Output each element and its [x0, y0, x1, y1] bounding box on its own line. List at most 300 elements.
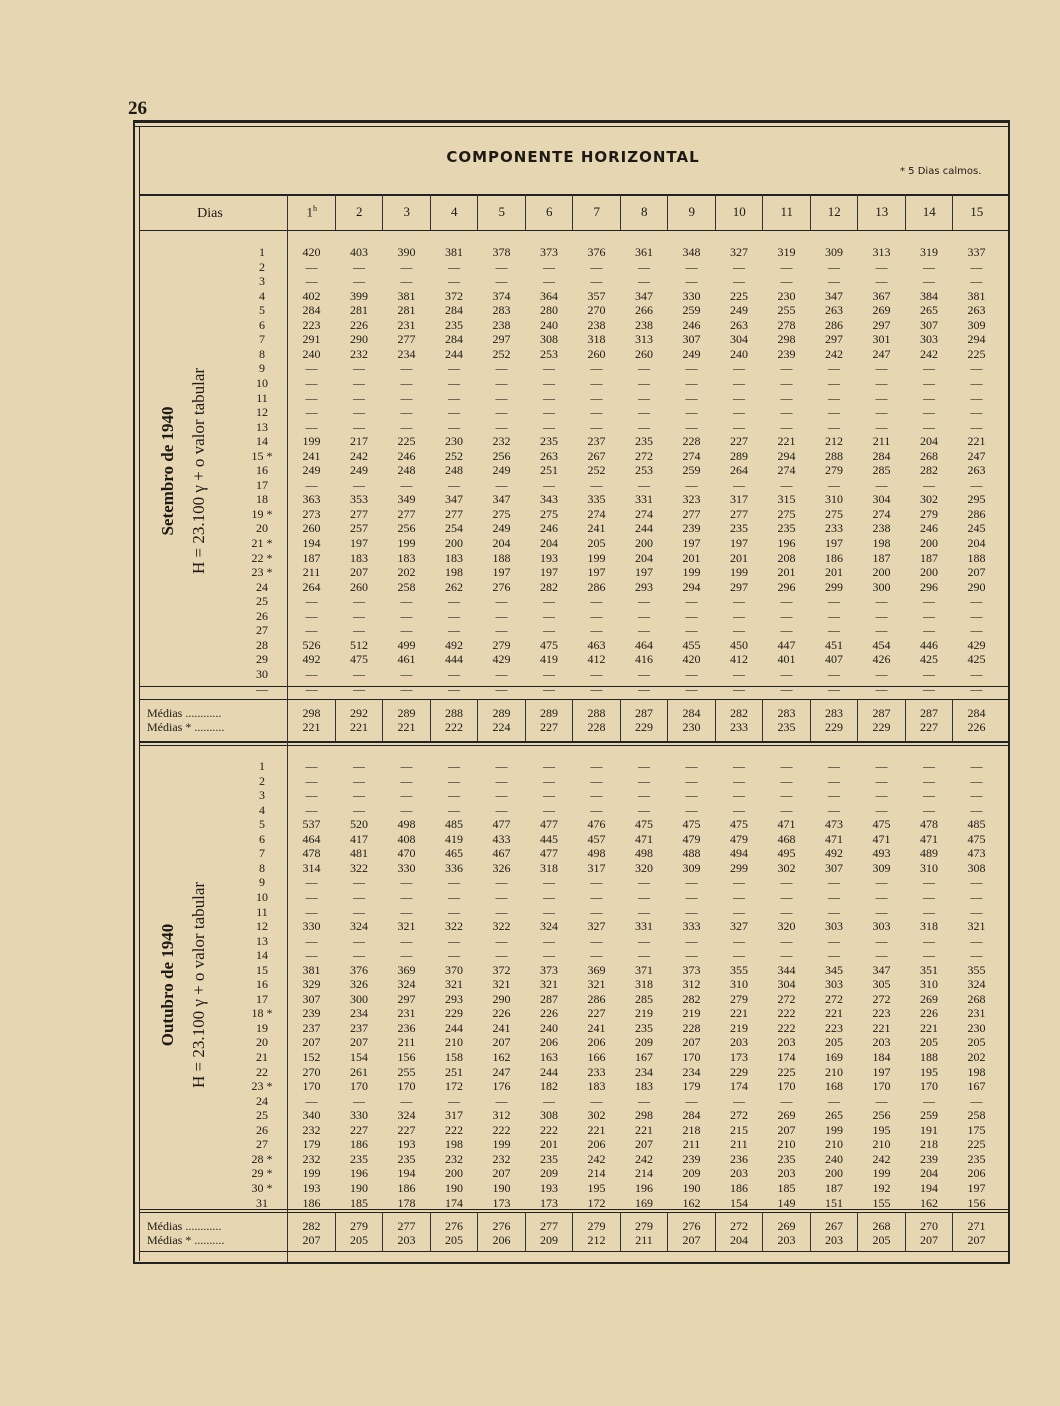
- table-cell: —: [353, 773, 365, 788]
- table-cell: 312: [492, 1108, 511, 1123]
- table-cell: —: [590, 623, 603, 638]
- table-cell: 205: [587, 536, 606, 550]
- table-cell: 234: [682, 1064, 701, 1079]
- table-cell: 240: [825, 1151, 843, 1166]
- table-cell: 223: [872, 1006, 891, 1021]
- table-cell: —: [305, 375, 318, 390]
- table-cell: 370: [445, 962, 463, 977]
- table-cell: —: [923, 875, 935, 890]
- table-cell: 303: [872, 919, 891, 934]
- table-cell: —: [780, 623, 793, 638]
- table-cell: —: [400, 390, 413, 405]
- table-cell: 298: [777, 332, 796, 347]
- table-cell: 471: [872, 831, 891, 846]
- table-cell: 376: [350, 962, 368, 977]
- table-cell: 249: [350, 463, 368, 478]
- table-cell: 156: [397, 1050, 416, 1064]
- mean-cell: 288: [445, 706, 463, 720]
- table-cell: 246: [397, 448, 416, 463]
- table-cell: 265: [825, 1108, 843, 1123]
- table-cell: 281: [397, 303, 416, 318]
- mean-cell: 283: [825, 706, 843, 720]
- table-cell: 372: [445, 288, 463, 303]
- table-cell: 207: [967, 565, 986, 580]
- table-cell: —: [400, 875, 413, 890]
- table-cell: 265: [920, 303, 938, 318]
- table-cell: —: [970, 788, 983, 803]
- table-cell: 235: [635, 1020, 653, 1035]
- table-cell: —: [590, 875, 603, 890]
- table-cell: —: [638, 773, 650, 788]
- table-cell: 191: [920, 1122, 938, 1137]
- table-cell: —: [733, 1093, 745, 1108]
- table-cell: —: [780, 419, 793, 434]
- table-cell: 232: [302, 1151, 321, 1166]
- table-cell: —: [875, 375, 888, 390]
- table-cell: —: [495, 375, 508, 390]
- table-cell: —: [733, 608, 745, 623]
- mean-star-cell: 207: [920, 1233, 938, 1247]
- table-cell: 471: [635, 831, 653, 846]
- mean-star-cell: 221: [302, 720, 321, 734]
- table-cell: —: [590, 375, 603, 390]
- table-cell: 240: [730, 346, 748, 361]
- table-cell: —: [780, 875, 793, 890]
- table-cell: 426: [872, 652, 891, 667]
- table-cell: —: [543, 623, 555, 638]
- table-cell: —: [495, 608, 508, 623]
- table-cell: —: [685, 361, 698, 376]
- table-cell: —: [305, 608, 318, 623]
- table-cell: —: [543, 361, 555, 376]
- table-cell: —: [780, 594, 793, 609]
- table-cell: 272: [635, 448, 653, 463]
- table-cell: 526: [302, 637, 321, 652]
- table-cell: 321: [587, 977, 606, 992]
- table-cell: 242: [350, 448, 368, 463]
- table-cell: 329: [302, 977, 321, 992]
- table-cell: —: [495, 681, 508, 696]
- table-cell: —: [875, 594, 888, 609]
- table-cell: —: [733, 419, 745, 434]
- table-cell: —: [400, 904, 413, 919]
- table-cell: —: [685, 948, 698, 963]
- table-cell: —: [400, 802, 413, 817]
- table-cell: 193: [302, 1180, 321, 1195]
- day-label: 20: [256, 1035, 268, 1050]
- table-cell: —: [733, 788, 745, 803]
- day-label: 5: [259, 303, 265, 318]
- table-cell: —: [543, 594, 555, 609]
- table-cell: 274: [635, 506, 653, 521]
- table-cell: —: [495, 1093, 508, 1108]
- table-cell: 195: [587, 1180, 606, 1195]
- table-cell: —: [638, 608, 650, 623]
- table-cell: 204: [635, 550, 653, 565]
- table-cell: —: [495, 933, 508, 948]
- table-cell: —: [685, 773, 698, 788]
- hour-header: 8: [641, 204, 648, 219]
- table-cell: —: [923, 681, 935, 696]
- table-cell: 237: [587, 434, 606, 449]
- table-cell: 327: [587, 919, 606, 934]
- table-cell: 211: [872, 434, 891, 449]
- table-cell: 318: [635, 977, 653, 992]
- table-cell: —: [685, 419, 698, 434]
- table-cell: 234: [635, 1064, 653, 1079]
- table-cell: 468: [777, 831, 796, 846]
- table-cell: —: [685, 375, 698, 390]
- table-cell: 234: [350, 1006, 368, 1021]
- table-cell: —: [400, 361, 413, 376]
- table-cell: 294: [682, 579, 701, 594]
- table-cell: 499: [397, 637, 416, 652]
- table-cell: 225: [397, 434, 416, 449]
- table-cell: 467: [492, 846, 511, 861]
- mean-cell: 289: [397, 706, 416, 720]
- day-label: 15 *: [251, 448, 273, 463]
- mean-star-cell: 229: [872, 720, 891, 734]
- table-cell: 347: [492, 492, 511, 507]
- table-cell: —: [448, 375, 460, 390]
- table-cell: —: [495, 259, 508, 274]
- table-cell: —: [305, 904, 318, 919]
- table-cell: 231: [397, 317, 416, 332]
- table-cell: 219: [682, 1006, 701, 1021]
- table-cell: 259: [920, 1108, 938, 1123]
- table-cell: —: [875, 904, 888, 919]
- table-cell: —: [305, 666, 318, 681]
- table-cell: —: [828, 390, 840, 405]
- table-cell: 219: [635, 1006, 653, 1021]
- table-cell: 321: [967, 919, 986, 934]
- table-cell: —: [875, 681, 888, 696]
- table-cell: 197: [682, 536, 701, 550]
- table-cell: 290: [492, 991, 511, 1006]
- day-label: 14: [256, 434, 268, 449]
- table-cell: —: [923, 933, 935, 948]
- table-cell: 288: [825, 448, 843, 463]
- table-cell: 274: [587, 506, 606, 521]
- table-cell: 203: [730, 1166, 748, 1181]
- table-cell: —: [638, 948, 650, 963]
- table-cell: —: [543, 477, 555, 492]
- mean-star-cell: 205: [872, 1233, 891, 1247]
- table-cell: 256: [397, 521, 416, 536]
- table-cell: 235: [540, 434, 558, 449]
- table-cell: —: [970, 948, 983, 963]
- table-cell: 475: [350, 652, 368, 667]
- table-cell: 197: [350, 536, 368, 550]
- table-cell: —: [923, 889, 935, 904]
- hour-header: 4: [451, 204, 458, 219]
- table-cell: —: [685, 608, 698, 623]
- table-cell: 197: [730, 536, 748, 550]
- table-cell: 285: [635, 991, 653, 1006]
- table-cell: 172: [587, 1195, 606, 1210]
- table-cell: —: [400, 1093, 413, 1108]
- table-cell: —: [685, 274, 698, 289]
- table-cell: —: [970, 681, 983, 696]
- table-cell: 369: [397, 962, 416, 977]
- table-cell: 210: [825, 1137, 843, 1152]
- table-cell: 330: [682, 288, 701, 303]
- table-cell: 207: [492, 1035, 511, 1050]
- table-cell: 319: [777, 245, 796, 259]
- table-cell: 287: [540, 991, 558, 1006]
- table-cell: 152: [302, 1050, 321, 1064]
- table-cell: —: [305, 361, 318, 376]
- mean-cell: 284: [967, 706, 986, 720]
- table-cell: 330: [397, 860, 416, 875]
- table-cell: —: [448, 274, 460, 289]
- hour-header: 11: [780, 204, 794, 219]
- day-label: 16: [256, 463, 268, 478]
- table-cell: 199: [872, 1166, 891, 1181]
- table-cell: —: [970, 666, 983, 681]
- table-cell: 204: [540, 536, 558, 550]
- table-cell: 300: [350, 991, 368, 1006]
- table-cell: 378: [492, 245, 511, 259]
- mean-star-cell: 207: [302, 1233, 321, 1247]
- table-cell: 461: [397, 652, 416, 667]
- table-cell: 155: [872, 1195, 891, 1210]
- table-cell: 277: [350, 506, 368, 521]
- hour-header: 7: [593, 204, 600, 219]
- table-cell: 264: [730, 463, 748, 478]
- mean-cell: 287: [872, 706, 891, 720]
- table-cell: —: [448, 419, 460, 434]
- table-cell: 200: [825, 1166, 843, 1181]
- table-cell: 281: [350, 303, 368, 318]
- table-cell: 221: [777, 434, 796, 449]
- table-cell: 263: [967, 463, 986, 478]
- table-cell: —: [970, 608, 983, 623]
- table-cell: 317: [587, 860, 606, 875]
- table-cell: —: [780, 948, 793, 963]
- table-cell: 249: [492, 463, 511, 478]
- table-cell: 520: [350, 817, 368, 832]
- table-cell: —: [638, 1093, 650, 1108]
- table-cell: 204: [920, 434, 938, 449]
- table-cell: —: [590, 361, 603, 376]
- hour-header: 13: [875, 204, 889, 219]
- table-cell: 275: [777, 506, 796, 521]
- table-cell: 167: [635, 1050, 653, 1064]
- table-cell: 229: [730, 1064, 748, 1079]
- table-cell: —: [305, 623, 318, 638]
- table-cell: 263: [825, 303, 843, 318]
- table-cell: —: [543, 1093, 555, 1108]
- table-cell: —: [400, 594, 413, 609]
- table-cell: 321: [540, 977, 558, 992]
- table-cell: 170: [777, 1079, 796, 1094]
- table-cell: —: [780, 666, 793, 681]
- mean-star-cell: 207: [967, 1233, 986, 1247]
- table-cell: 473: [967, 846, 986, 861]
- table-cell: 310: [730, 977, 748, 992]
- table-cell: —: [685, 933, 698, 948]
- day-label: 11: [256, 904, 268, 919]
- table-cell: 183: [445, 550, 463, 565]
- table-cell: 267: [587, 448, 606, 463]
- table-cell: 279: [730, 991, 748, 1006]
- table-cell: 210: [872, 1137, 891, 1152]
- table-cell: 209: [540, 1166, 558, 1181]
- table-cell: —: [923, 788, 935, 803]
- table-cell: —: [305, 405, 318, 420]
- table-cell: —: [590, 477, 603, 492]
- table-cell: —: [733, 948, 745, 963]
- table-cell: 300: [872, 579, 891, 594]
- table-cell: 282: [682, 991, 701, 1006]
- day-label: 25: [256, 1108, 268, 1123]
- table-cell: —: [590, 608, 603, 623]
- table-cell: 214: [635, 1166, 653, 1181]
- day-label: 11: [256, 390, 268, 405]
- table-cell: 455: [682, 637, 701, 652]
- table-cell: —: [495, 788, 508, 803]
- table-cell: 310: [920, 977, 938, 992]
- table-cell: 162: [920, 1195, 938, 1210]
- table-cell: 221: [587, 1122, 606, 1137]
- table-cell: 451: [825, 637, 843, 652]
- table-cell: 221: [872, 1020, 891, 1035]
- table-cell: 294: [967, 332, 986, 347]
- table-cell: 291: [302, 332, 321, 347]
- table-cell: 184: [872, 1050, 891, 1064]
- table-cell: 151: [825, 1195, 843, 1210]
- mean-cell: 288: [587, 706, 606, 720]
- table-cell: 457: [587, 831, 606, 846]
- table-cell: 247: [492, 1064, 511, 1079]
- mean-star-cell: 205: [445, 1233, 463, 1247]
- table-cell: 201: [730, 550, 748, 565]
- table-cell: 249: [682, 346, 701, 361]
- table-cell: 235: [730, 521, 748, 536]
- table-cell: 284: [445, 332, 463, 347]
- table-cell: —: [875, 477, 888, 492]
- day-label: 30: [256, 666, 268, 681]
- table-cell: 495: [777, 846, 796, 861]
- medias-label: Médias ............: [147, 706, 222, 720]
- table-cell: 222: [777, 1006, 796, 1021]
- table-cell: 207: [635, 1137, 653, 1152]
- table-cell: 170: [872, 1079, 891, 1094]
- table-cell: 232: [492, 1151, 511, 1166]
- day-label: 12: [256, 919, 268, 934]
- table-cell: 357: [587, 288, 606, 303]
- table-cell: 420: [682, 652, 701, 667]
- table-cell: 241: [302, 448, 321, 463]
- mean-cell: 284: [682, 706, 701, 720]
- table-cell: —: [875, 419, 888, 434]
- table-cell: —: [590, 933, 603, 948]
- table-cell: 276: [492, 579, 511, 594]
- table-cell: —: [970, 477, 983, 492]
- table-cell: 446: [920, 637, 938, 652]
- day-label: 19: [256, 1020, 268, 1035]
- table-cell: —: [685, 405, 698, 420]
- table-cell: 187: [302, 550, 321, 565]
- table-cell: —: [400, 773, 413, 788]
- table-cell: 196: [350, 1166, 368, 1181]
- mean-cell: 276: [492, 1219, 511, 1233]
- table-cell: —: [448, 259, 460, 274]
- table-cell: 255: [397, 1064, 416, 1079]
- hour-header: 10: [732, 204, 746, 219]
- table-cell: 246: [540, 521, 558, 536]
- table-cell: 218: [920, 1137, 938, 1152]
- table-cell: 221: [920, 1020, 938, 1035]
- table-cell: —: [923, 259, 935, 274]
- table-cell: —: [543, 405, 555, 420]
- table-cell: —: [780, 405, 793, 420]
- table-cell: —: [638, 361, 650, 376]
- table-cell: —: [400, 375, 413, 390]
- table-cell: —: [828, 773, 840, 788]
- table-cell: 470: [397, 846, 416, 861]
- mean-star-cell: 229: [635, 720, 653, 734]
- table-cell: —: [875, 802, 888, 817]
- table-cell: —: [543, 390, 555, 405]
- table-cell: —: [448, 477, 460, 492]
- day-label: 9: [259, 361, 265, 376]
- table-cell: 240: [540, 1020, 558, 1035]
- table-cell: 168: [825, 1079, 843, 1094]
- table-cell: —: [305, 390, 318, 405]
- table-cell: 263: [540, 448, 558, 463]
- table-cell: —: [828, 405, 840, 420]
- table-cell: —: [495, 759, 508, 773]
- table-cell: —: [780, 608, 793, 623]
- table-cell: 318: [920, 919, 938, 934]
- table-cell: 425: [967, 652, 986, 667]
- table-cell: 167: [967, 1079, 986, 1094]
- table-cell: —: [353, 274, 365, 289]
- table-cell: 310: [920, 860, 938, 875]
- mean-cell: 269: [777, 1219, 796, 1233]
- table-cell: —: [685, 259, 698, 274]
- table-cell: —: [353, 904, 365, 919]
- table-cell: —: [448, 608, 460, 623]
- table-cell: 471: [920, 831, 938, 846]
- day-label: 24: [256, 1093, 268, 1108]
- table-cell: 297: [730, 579, 748, 594]
- table-cell: 205: [967, 1035, 986, 1050]
- table-cell: 274: [682, 448, 701, 463]
- day-label: 6: [259, 317, 265, 332]
- day-label: 19 *: [251, 506, 273, 521]
- table-cell: —: [780, 375, 793, 390]
- mean-cell: 287: [635, 706, 653, 720]
- table-cell: 475: [872, 817, 891, 832]
- table-cell: —: [780, 933, 793, 948]
- mean-star-cell: 227: [540, 720, 558, 734]
- table-cell: 330: [350, 1108, 368, 1123]
- section-formula-label: H = 23.100 γ + o valor tabular: [189, 367, 208, 574]
- table-cell: 252: [492, 346, 511, 361]
- table-cell: 227: [397, 1122, 416, 1137]
- table-cell: —: [970, 759, 983, 773]
- table-cell: 190: [682, 1180, 701, 1195]
- table-cell: 312: [682, 977, 701, 992]
- table-cell: 290: [350, 332, 368, 347]
- table-cell: 308: [967, 860, 986, 875]
- table-cell: —: [353, 477, 365, 492]
- table-cell: 381: [967, 288, 986, 303]
- table-cell: 200: [872, 565, 891, 580]
